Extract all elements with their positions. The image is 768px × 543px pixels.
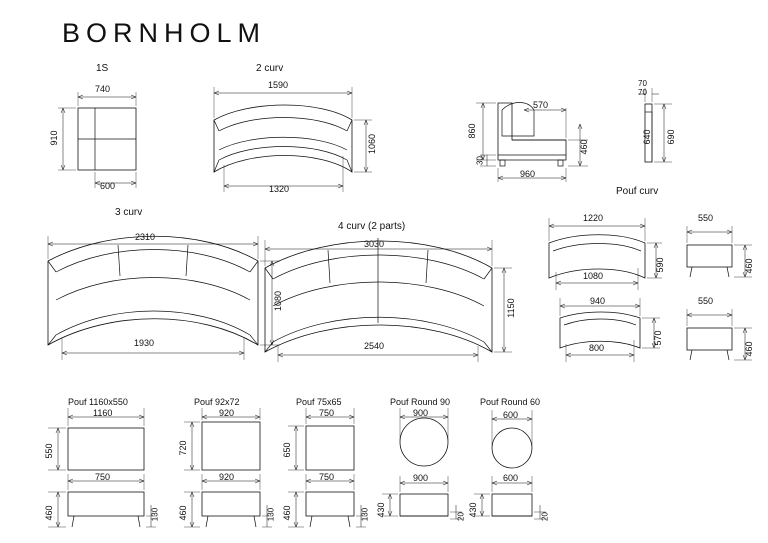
dim-pouf92-side: 720: [178, 440, 188, 456]
dim-1s-depth: 600: [100, 181, 116, 191]
page-title: BORNHOLM: [62, 18, 267, 48]
dim-pouf1160-foot: 130: [150, 507, 160, 522]
dim-2curv-height: 1060: [367, 133, 377, 155]
dim-pouf75-base: 750: [319, 472, 335, 482]
dim-pouf92-foot: 130: [266, 507, 276, 522]
dim-pouf92-height: 460: [178, 505, 188, 521]
dim-poufround60-height: 430: [468, 502, 478, 518]
dim-2curv-width: 1590: [268, 80, 289, 90]
dim-poufround90-base: 900: [413, 473, 429, 483]
dim-pouf1160-width: 1160: [93, 408, 113, 418]
dim-poufround60-foot: 20: [540, 512, 550, 521]
dim-side-seat-height: 460: [579, 139, 589, 155]
dim-leg-top: 70: [638, 79, 647, 88]
dim-poufround90-foot: 20: [456, 512, 466, 521]
dim-pouf75-height: 460: [282, 505, 292, 521]
label-pouf-75x65: Pouf 75x65: [296, 397, 342, 407]
label-pouf-92x72: Pouf 92x72: [194, 397, 240, 407]
dim-leg-h1: 640: [642, 129, 652, 145]
dim-3curv-height: 1080: [273, 290, 283, 312]
dim-side-depth: 960: [520, 169, 536, 179]
dim-poufround60-base: 600: [503, 473, 519, 483]
dim-poufcurv-side-height: 460: [744, 258, 754, 274]
dim-pouf75-foot: 130: [360, 507, 370, 522]
label-1s: 1S: [96, 63, 109, 74]
dim-pouf92-width: 920: [219, 408, 235, 418]
dim-leg-width: 70: [638, 88, 647, 97]
dim-4curv-depth: 2540: [364, 341, 385, 351]
dim-poufcurv2-side-width: 550: [698, 296, 714, 306]
label-4curv: 4 curv (2 parts): [338, 221, 406, 232]
label-pouf-1160: Pouf 1160x550: [68, 397, 128, 407]
dim-poufround60-width: 600: [503, 410, 519, 420]
label-pouf-round-90: Pouf Round 90: [390, 397, 451, 407]
dim-leg-h2: 690: [666, 129, 676, 145]
dim-poufcurv-height: 590: [655, 257, 665, 273]
dim-3curv-depth: 1930: [134, 338, 155, 348]
dim-poufcurv2-height: 570: [653, 330, 663, 346]
dim-poufcurv2-width: 940: [590, 296, 606, 306]
dim-poufcurv-side-width: 550: [698, 213, 714, 223]
dim-poufround90-height: 430: [376, 502, 386, 518]
dim-poufcurv2-side-height: 460: [744, 341, 754, 357]
dim-pouf1160-side: 550: [44, 443, 54, 459]
dim-pouf75-width: 750: [319, 408, 335, 418]
dim-pouf75-side: 650: [282, 442, 292, 458]
dim-1s-width: 740: [95, 84, 111, 94]
dim-poufcurv-depth: 1080: [583, 271, 604, 281]
label-pouf-round-60: Pouf Round 60: [480, 397, 541, 407]
dim-3curv-width: 2310: [135, 232, 156, 242]
dim-1s-height: 910: [49, 130, 59, 146]
dim-side-seat: 570: [533, 100, 549, 110]
dim-pouf1160-height: 460: [44, 505, 54, 521]
dim-poufcurv-width: 1220: [583, 213, 604, 223]
dim-4curv-width: 3030: [364, 239, 385, 249]
dim-4curv-height: 1150: [506, 298, 516, 318]
dim-side-leg: 30: [475, 156, 485, 165]
dim-poufcurv2-depth: 800: [589, 343, 605, 353]
label-pouf-curv: Pouf curv: [616, 186, 659, 197]
dim-poufround90-width: 900: [413, 408, 429, 418]
dim-pouf1160-base: 750: [95, 472, 111, 482]
label-3curv: 3 curv: [115, 207, 143, 218]
dim-side-total-height: 860: [467, 123, 477, 139]
dim-2curv-depth: 1320: [269, 184, 290, 194]
dim-pouf92-base: 920: [219, 472, 235, 482]
label-2curv: 2 curv: [256, 63, 284, 74]
